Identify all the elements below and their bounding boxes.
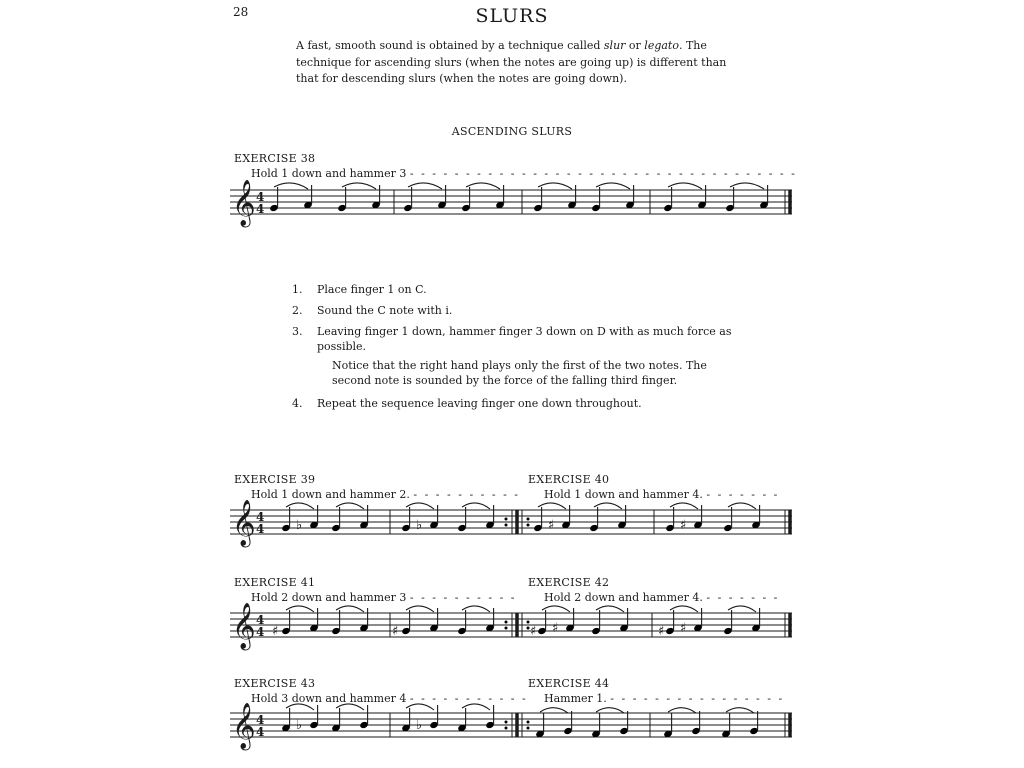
step-item [292, 282, 732, 297]
repeat-dot [505, 518, 508, 521]
sharp-icon: ♯ [680, 518, 687, 533]
flat-icon: ♭ [296, 718, 303, 733]
time-signature-bottom: 4 [256, 725, 265, 739]
time-signature-bottom: 4 [256, 522, 265, 536]
slur-arc [406, 503, 434, 509]
slur-arc [406, 606, 434, 612]
exercise-42-instruction-text: Hold 2 down and hammer 4. [544, 591, 703, 604]
step-number: 1. [292, 283, 303, 296]
slur-arc [342, 183, 376, 189]
instruction-dashes: - - - - - - - - - - - [409, 692, 528, 705]
slur-arc [730, 183, 764, 189]
treble-clef-icon: 𝄞 [232, 703, 256, 749]
exercise-38-title: EXERCISE 38 [234, 152, 316, 165]
slur-arc [594, 503, 622, 509]
staff-lines [230, 190, 792, 214]
slur-arc [336, 606, 364, 612]
step-text: Place finger 1 on C. [317, 283, 427, 296]
repeat-dot [505, 627, 508, 630]
staff-exercise-38 [230, 180, 796, 230]
sharp-icon: ♯ [272, 624, 279, 639]
sharp-icon: ♯ [392, 624, 399, 639]
exercise-43-title: EXERCISE 43 [234, 677, 316, 690]
slur-arc [336, 704, 364, 710]
intro-text-1: A fast, smooth sound is obtained by a technique called [296, 39, 604, 52]
slur-arc [540, 708, 568, 713]
exercise-41-instruction-text: Hold 2 down and hammer 3 [251, 591, 407, 604]
intro-term-slur: slur [603, 39, 626, 52]
slur-arc [728, 606, 756, 612]
slur-arc [466, 183, 500, 189]
flat-icon: ♭ [296, 518, 303, 533]
exercise-43-instruction-text: Hold 3 down and hammer 4 [251, 692, 407, 705]
time-signature-top: 4 [256, 190, 265, 204]
step-number: 2. [292, 304, 303, 317]
slur-arc [286, 503, 314, 509]
step-text: Leaving finger 1 down, hammer finger 3 down on D with as much force as possible. [317, 325, 732, 353]
slur-arc [726, 708, 754, 713]
step-text: Repeat the sequence leaving finger one down throughout. [317, 397, 642, 410]
repeat-dot [505, 727, 508, 730]
exercise-38-instruction [251, 167, 797, 180]
instruction-dashes: - - - - - - - [706, 488, 780, 501]
exercise-40-title: EXERCISE 40 [528, 473, 610, 486]
slur-arc [668, 183, 702, 189]
time-signature-bottom: 4 [256, 202, 265, 216]
repeat-dot [527, 524, 530, 527]
instruction-steps [292, 282, 732, 417]
exercise-39-instruction-text: Hold 1 down and hammer 2. [251, 488, 410, 501]
instruction-dashes: - - - - - - - - - - - - - - - - - - - - - - - - - - - - - - - - - - - [409, 167, 797, 180]
slur-arc [542, 606, 570, 612]
exercise-42-title: EXERCISE 42 [528, 576, 610, 589]
instruction-dashes: - - - - - - - - - - - - - - - - [610, 692, 785, 705]
page-title: SLURS [475, 5, 549, 27]
repeat-dot [505, 621, 508, 624]
treble-clef-icon: 𝄞 [232, 500, 256, 546]
staff-exercises-41-42 [230, 603, 796, 653]
staff-exercises-39-40 [230, 500, 796, 550]
exercise-40-instruction-text: Hold 1 down and hammer 4. [544, 488, 703, 501]
time-signature-bottom: 4 [256, 625, 265, 639]
slur-arc [596, 183, 630, 189]
sharp-icon: ♯ [548, 518, 555, 533]
step-number: 4. [292, 397, 303, 410]
repeat-dot [505, 524, 508, 527]
repeat-dot [527, 721, 530, 724]
slur-arc [408, 183, 442, 189]
slur-arc [596, 708, 624, 713]
slur-arc [462, 704, 490, 710]
exercise-39-title: EXERCISE 39 [234, 473, 316, 486]
repeat-dot [527, 518, 530, 521]
exercise-38-instruction-text: Hold 1 down and hammer 3 [251, 167, 407, 180]
step-item [292, 396, 732, 411]
flat-icon: ♭ [416, 518, 423, 533]
step-note: Notice that the right hand plays only the first of the two notes. The second note is sounded by the force of the falling third finger. [332, 359, 707, 387]
slur-arc [462, 606, 490, 612]
slur-arc [286, 704, 314, 710]
sharp-icon: ♯ [680, 621, 687, 636]
slur-arc [728, 503, 756, 509]
flat-icon: ♭ [416, 718, 423, 733]
intro-paragraph [296, 38, 736, 88]
sharp-icon: ♯ [552, 621, 559, 636]
repeat-dot [527, 727, 530, 730]
slur-arc [670, 503, 698, 509]
time-signature-top: 4 [256, 510, 265, 524]
instruction-dashes: - - - - - - - - - - [409, 591, 517, 604]
step-item [292, 324, 732, 354]
sharp-icon: ♯ [530, 624, 537, 639]
step-number: 3. [292, 325, 303, 338]
repeat-dot [505, 721, 508, 724]
sharp-icon: ♯ [658, 624, 665, 639]
instruction-dashes: - - - - - - - - - - [413, 488, 521, 501]
intro-text-or: or [625, 39, 645, 52]
time-signature-top: 4 [256, 613, 265, 627]
treble-clef-icon: 𝄞 [232, 603, 256, 649]
step-item [292, 303, 732, 318]
slur-arc [274, 183, 308, 189]
exercise-41-title: EXERCISE 41 [234, 576, 316, 589]
slur-arc [670, 606, 698, 612]
page-number: 28 [233, 5, 249, 19]
exercise-44-instruction-text: Hammer 1. [544, 692, 607, 705]
slur-arc [286, 606, 314, 612]
section-heading: ASCENDING SLURS [451, 125, 573, 138]
slur-arc [538, 183, 572, 189]
step-text: Sound the C note with i. [317, 304, 453, 317]
slur-arc [538, 503, 566, 509]
slur-arc [336, 503, 364, 509]
staff-exercises-43-44 [230, 703, 796, 753]
slur-arc [668, 708, 696, 713]
intro-term-legato: legato [644, 39, 679, 52]
slur-arc [406, 704, 434, 710]
slur-arc [596, 606, 624, 612]
slur-arc [462, 503, 490, 509]
time-signature-top: 4 [256, 713, 265, 727]
intro-text-2: . The technique for ascending slurs (when the notes are going up) is different than that for descending slurs (when the notes are going down). [296, 39, 727, 85]
instruction-dashes: - - - - - - - [706, 591, 780, 604]
exercise-44-title: EXERCISE 44 [528, 677, 610, 690]
treble-clef-icon: 𝄞 [232, 180, 256, 226]
